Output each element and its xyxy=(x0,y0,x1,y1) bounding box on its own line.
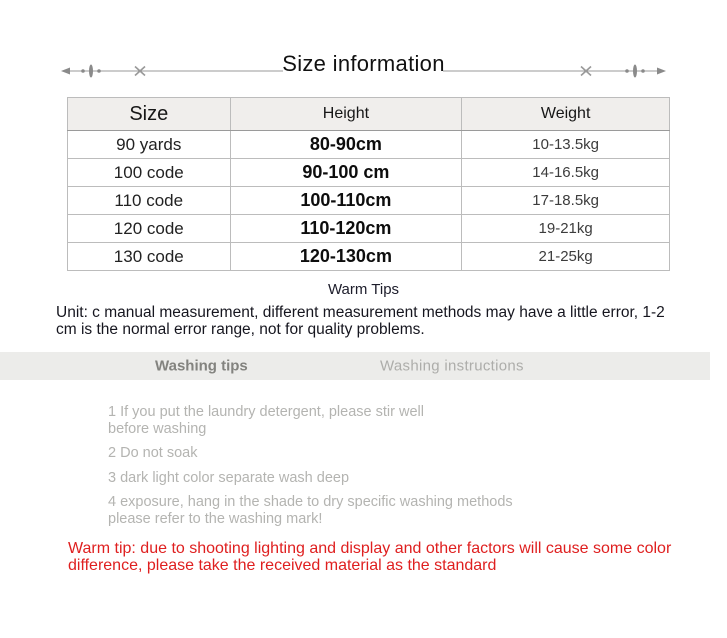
table-row xyxy=(68,187,670,215)
weight-cell: 21-25kg xyxy=(462,243,670,271)
list-item-line: 1 If you put the laundry detergent, please stir well xyxy=(108,404,424,420)
list-item xyxy=(108,470,578,487)
size-cell: 100 code xyxy=(68,159,231,187)
measurement-note-line: Unit: c manual measurement, different measurement methods may have a little error, 1-2 xyxy=(56,304,665,321)
table-row xyxy=(68,215,670,243)
height-cell: 120-130cm xyxy=(230,243,462,271)
warning-line: Warm tip: due to shooting lighting and display and other factors will cause some color xyxy=(68,540,672,557)
list-item xyxy=(108,404,578,437)
table-row xyxy=(68,243,670,271)
list-item-line: before washing xyxy=(108,420,207,437)
tab-washing-tips[interactable]: Washing tips xyxy=(155,357,248,375)
height-cell: 100-110cm xyxy=(230,187,462,215)
height-cell: 90-100 cm xyxy=(230,159,462,187)
list-item-line: 4 exposure, hang in the shade to dry specific washing methods xyxy=(108,494,513,510)
weight-cell: 17-18.5kg xyxy=(462,187,670,215)
washing-tab-bar xyxy=(0,352,710,380)
column-header-weight: Weight xyxy=(462,98,670,131)
column-header-height: Height xyxy=(230,98,462,131)
color-difference-warning xyxy=(68,540,680,574)
height-cell: 80-90cm xyxy=(230,131,462,159)
table-row xyxy=(68,159,670,187)
list-item-line: 2 Do not soak xyxy=(108,445,198,461)
column-header-size: Size xyxy=(68,98,231,131)
height-cell: 110-120cm xyxy=(230,215,462,243)
size-cell: 130 code xyxy=(68,243,231,271)
table-row xyxy=(68,131,670,159)
table-header-row xyxy=(68,98,670,131)
size-cell: 90 yards xyxy=(68,131,231,159)
list-item-line: please refer to the washing mark! xyxy=(108,510,323,527)
list-item-line: 3 dark light color separate wash deep xyxy=(108,469,350,486)
size-cell: 110 code xyxy=(68,187,231,215)
list-item xyxy=(108,445,578,462)
weight-cell: 19-21kg xyxy=(462,215,670,243)
washing-instruction-list xyxy=(108,404,578,535)
size-table xyxy=(67,97,670,271)
warm-tips-label: Warm Tips xyxy=(327,281,400,298)
weight-cell: 14-16.5kg xyxy=(462,159,670,187)
list-item xyxy=(108,494,578,527)
warning-line: difference, please take the received material as the standard xyxy=(68,557,497,574)
tab-washing-instructions[interactable]: Washing instructions xyxy=(380,357,524,375)
measurement-note xyxy=(56,304,684,338)
page-title: Size information xyxy=(282,51,445,76)
weight-cell: 10-13.5kg xyxy=(462,131,670,159)
measurement-note-line: cm is the normal error range, not for quality problems. xyxy=(56,321,425,338)
size-cell: 120 code xyxy=(68,215,231,243)
